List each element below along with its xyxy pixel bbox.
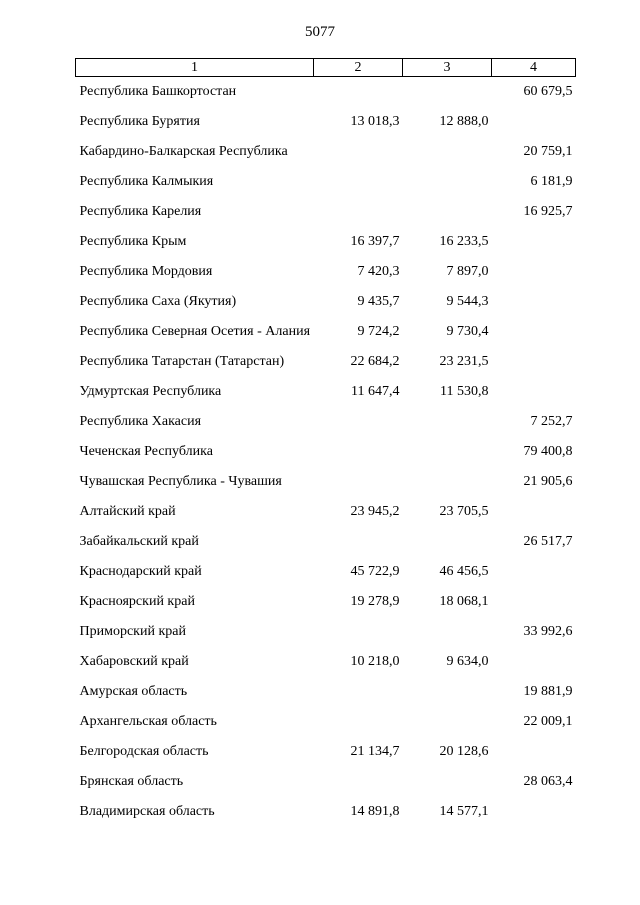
col-2-value-cell: 7 420,3: [357, 264, 400, 279]
table-row: [76, 737, 576, 767]
table-row: [76, 377, 576, 407]
table-row: [76, 347, 576, 377]
table-row: [76, 287, 576, 317]
col-2-value-cell: 21 134,7: [350, 744, 400, 759]
header-col-3: 3: [403, 59, 492, 77]
table-row: [76, 617, 576, 647]
col-3-value-cell: 16 233,5: [439, 234, 489, 249]
col-4-value-cell: [492, 377, 576, 407]
col-4-value-cell: [492, 587, 576, 617]
col-3-value-cell: 11 530,8: [440, 384, 489, 399]
region-name-cell: Алтайский край: [79, 504, 176, 519]
header-col-2: 2: [314, 59, 403, 77]
col-2-value-cell: [314, 137, 403, 167]
header-row: [76, 59, 576, 77]
col-3-value-cell: 9 544,3: [446, 294, 489, 309]
col-4-value-cell: [492, 107, 576, 137]
col-2-value-cell: 9 435,7: [357, 294, 400, 309]
region-name-cell: Республика Северная Осетия - Алания: [79, 324, 311, 339]
col-4-value-cell: 21 905,6: [523, 474, 573, 489]
allocation-table: [75, 58, 576, 827]
col-4-value-cell: [492, 257, 576, 287]
table-row: [76, 137, 576, 167]
col-2-value-cell: [314, 617, 403, 647]
col-2-value-cell: [314, 707, 403, 737]
region-name-cell: Приморский край: [79, 624, 186, 639]
col-3-value-cell: [403, 677, 492, 707]
region-name-cell: Республика Калмыкия: [79, 174, 214, 189]
region-name-cell: Республика Татарстан (Татарстан): [79, 354, 285, 369]
col-3-value-cell: 9 730,4: [446, 324, 489, 339]
col-3-value-cell: [403, 707, 492, 737]
col-4-value-cell: 33 992,6: [523, 624, 573, 639]
region-name-cell: Амурская область: [79, 684, 188, 699]
col-2-value-cell: [314, 407, 403, 437]
col-4-value-cell: 28 063,4: [523, 774, 573, 789]
col-3-value-cell: [403, 77, 492, 108]
col-2-value-cell: [314, 527, 403, 557]
table-row: [76, 197, 576, 227]
page-number: 5077: [305, 24, 335, 40]
col-2-value-cell: [314, 197, 403, 227]
region-name-cell: Архангельская область: [79, 714, 217, 729]
col-3-value-cell: [403, 197, 492, 227]
region-name-cell: Республика Карелия: [79, 204, 202, 219]
col-4-value-cell: 16 925,7: [523, 204, 573, 219]
table-row: [76, 587, 576, 617]
table-row: [76, 767, 576, 797]
col-3-value-cell: 14 577,1: [439, 804, 489, 819]
col-2-value-cell: 19 278,9: [350, 594, 400, 609]
col-4-value-cell: [492, 797, 576, 827]
col-2-value-cell: 13 018,3: [350, 114, 400, 129]
header-col-1: 1: [76, 59, 314, 77]
col-3-value-cell: [403, 467, 492, 497]
col-2-value-cell: 45 722,9: [350, 564, 400, 579]
region-name-cell: Республика Бурятия: [79, 114, 200, 129]
region-name-cell: Чеченская Республика: [79, 444, 213, 459]
region-name-cell: Брянская область: [79, 774, 184, 789]
col-3-value-cell: [403, 407, 492, 437]
col-2-value-cell: 9 724,2: [357, 324, 400, 339]
region-name-cell: Удмуртская Республика: [79, 384, 222, 399]
table-row: [76, 227, 576, 257]
table-row: [76, 257, 576, 287]
col-3-value-cell: [403, 527, 492, 557]
region-name-cell: Чувашская Республика - Чувашия: [79, 474, 282, 489]
col-2-value-cell: 11 647,4: [351, 384, 400, 399]
col-4-value-cell: [492, 227, 576, 257]
col-2-value-cell: 10 218,0: [350, 654, 400, 669]
region-name-cell: Республика Хакасия: [79, 414, 202, 429]
table-row: [76, 797, 576, 827]
table-row: [76, 107, 576, 137]
col-3-value-cell: [403, 437, 492, 467]
table-row: [76, 437, 576, 467]
col-3-value-cell: 18 068,1: [439, 594, 489, 609]
col-3-value-cell: 12 888,0: [439, 114, 489, 129]
table-row: [76, 497, 576, 527]
col-3-value-cell: [403, 767, 492, 797]
table-header: [76, 59, 576, 77]
region-name-cell: Республика Мордовия: [79, 264, 213, 279]
col-3-value-cell: 7 897,0: [446, 264, 489, 279]
region-name-cell: Владимирская область: [79, 804, 215, 819]
col-2-value-cell: [314, 167, 403, 197]
region-name-cell: Белгородская область: [79, 744, 209, 759]
col-4-value-cell: [492, 287, 576, 317]
col-2-value-cell: 23 945,2: [350, 504, 400, 519]
col-4-value-cell: 22 009,1: [523, 714, 573, 729]
col-2-value-cell: 16 397,7: [350, 234, 400, 249]
region-name-cell: Республика Крым: [79, 234, 187, 249]
col-4-value-cell: [492, 347, 576, 377]
table-row: [76, 557, 576, 587]
col-4-value-cell: 79 400,8: [523, 444, 573, 459]
col-3-value-cell: 9 634,0: [446, 654, 489, 669]
table-row: [76, 467, 576, 497]
col-3-value-cell: 23 231,5: [439, 354, 489, 369]
col-4-value-cell: 60 679,5: [523, 84, 573, 99]
header-col-4: 4: [492, 59, 576, 77]
col-2-value-cell: 14 891,8: [350, 804, 400, 819]
col-4-value-cell: [492, 497, 576, 527]
col-4-value-cell: [492, 557, 576, 587]
col-4-value-cell: 7 252,7: [530, 414, 573, 429]
col-3-value-cell: [403, 167, 492, 197]
col-4-value-cell: [492, 737, 576, 767]
col-4-value-cell: 6 181,9: [530, 174, 573, 189]
region-name-cell: Кабардино-Балкарская Республика: [79, 144, 288, 159]
table-row: [76, 707, 576, 737]
region-name-cell: Хабаровский край: [79, 654, 189, 669]
col-4-value-cell: [492, 647, 576, 677]
col-2-value-cell: 22 684,2: [350, 354, 400, 369]
col-3-value-cell: [403, 617, 492, 647]
col-2-value-cell: [314, 467, 403, 497]
col-4-value-cell: 20 759,1: [523, 144, 573, 159]
col-4-value-cell: [492, 317, 576, 347]
table-row: [76, 77, 576, 108]
table-body: [76, 77, 576, 828]
col-4-value-cell: 26 517,7: [523, 534, 573, 549]
region-name-cell: Республика Башкортостан: [79, 84, 237, 99]
table-row: [76, 317, 576, 347]
table-row: [76, 647, 576, 677]
table-row: [76, 677, 576, 707]
region-name-cell: Республика Саха (Якутия): [79, 294, 237, 309]
table-row: [76, 167, 576, 197]
table-row: [76, 527, 576, 557]
col-2-value-cell: [314, 767, 403, 797]
col-3-value-cell: 46 456,5: [439, 564, 489, 579]
col-2-value-cell: [314, 677, 403, 707]
col-3-value-cell: 23 705,5: [439, 504, 489, 519]
region-name-cell: Краснодарский край: [79, 564, 202, 579]
col-2-value-cell: [314, 77, 403, 108]
col-2-value-cell: [314, 437, 403, 467]
region-name-cell: Красноярский край: [79, 594, 195, 609]
col-4-value-cell: 19 881,9: [523, 684, 573, 699]
col-3-value-cell: [403, 137, 492, 167]
table-row: [76, 407, 576, 437]
col-3-value-cell: 20 128,6: [439, 744, 489, 759]
region-name-cell: Забайкальский край: [79, 534, 199, 549]
